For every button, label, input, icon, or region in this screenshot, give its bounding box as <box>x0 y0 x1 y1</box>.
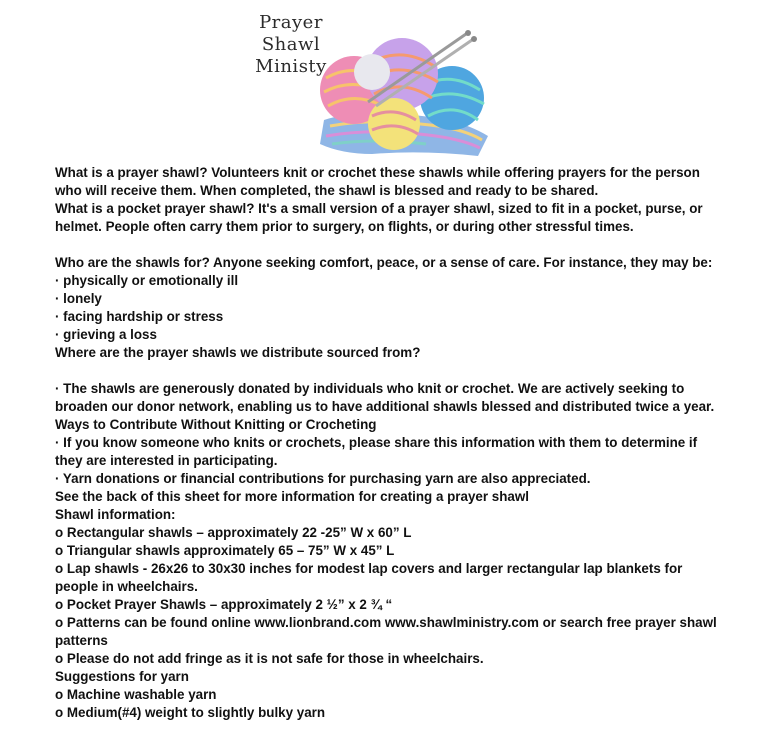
list-item: o Please do not add fringe as it is not safe for those in wheelchairs. <box>55 651 484 666</box>
list-item: o Triangular shawls approximately 65 – 75” W x 45” L <box>55 543 395 558</box>
logo-title-line: Prayer <box>259 12 323 33</box>
ways-heading: Ways to Contribute Without Knitting or Crocheting <box>55 417 377 432</box>
shawl-info-heading: Shawl information: <box>55 507 176 522</box>
where-sourced-heading: Where are the prayer shawls we distribute sourced from? <box>55 345 421 360</box>
list-item: · facing hardship or stress <box>55 309 224 324</box>
what-is-prayer-shawl: What is a prayer shawl? Volunteers knit or crochet these shawls while offering prayers for the person who will receive them. When completed, the shawl is blessed and ready to be shared. <box>55 165 700 198</box>
logo <box>248 8 498 160</box>
list-item: · If you know someone who knits or crochets, please share this information with them to determine if they are interested in participating. <box>55 435 698 468</box>
source-text: · The shawls are generously donated by individuals who knit or crochet. We are actively seeking to broaden our donor network, enabling us to have additional shawls blessed and distributed twice a year. <box>55 381 715 414</box>
list-item: · Yarn donations or financial contributions for purchasing yarn are also appreciated. <box>55 471 591 486</box>
list-item: o Pocket Prayer Shawls – approximately 2 ½” x 2 ¾ “ <box>55 597 393 612</box>
logo-title-line: Shawl <box>261 34 321 55</box>
list-item: · lonely <box>55 291 102 306</box>
list-item: o Rectangular shawls – approximately 22 -25” W x 60” L <box>55 525 412 540</box>
list-item: o Lap shawls - 26x26 to 30x30 inches for modest lap covers and larger rectangular lap blankets for people in wheelchairs. <box>55 561 683 594</box>
list-item: o Patterns can be found online www.lionbrand.com www.shawlministry.com or search free prayer shawl patterns <box>55 615 717 648</box>
list-item: o Machine washable yarn <box>55 687 217 702</box>
see-back-note: See the back of this sheet for more information for creating a prayer shawl <box>55 489 530 504</box>
yarn-balls-icon <box>302 28 498 160</box>
shawl-info-text <box>55 164 725 722</box>
logo-title-line: Ministy <box>255 56 327 77</box>
yarn-heading: Suggestions for yarn <box>55 669 189 684</box>
what-is-pocket-shawl: What is a pocket prayer shawl? It's a small version of a prayer shawl, sized to fit in a pocket, purse, or helmet. People often carry them prior to surgery, on flights, or during other stressful times. <box>55 201 703 234</box>
list-item: o Medium(#4) weight to slightly bulky yarn <box>55 705 326 720</box>
list-item: · grieving a loss <box>55 327 157 342</box>
list-item: · physically or emotionally ill <box>55 273 239 288</box>
who-are-shawls-for: Who are the shawls for? Anyone seeking comfort, peace, or a sense of care. For instance, they may be: <box>55 255 713 270</box>
